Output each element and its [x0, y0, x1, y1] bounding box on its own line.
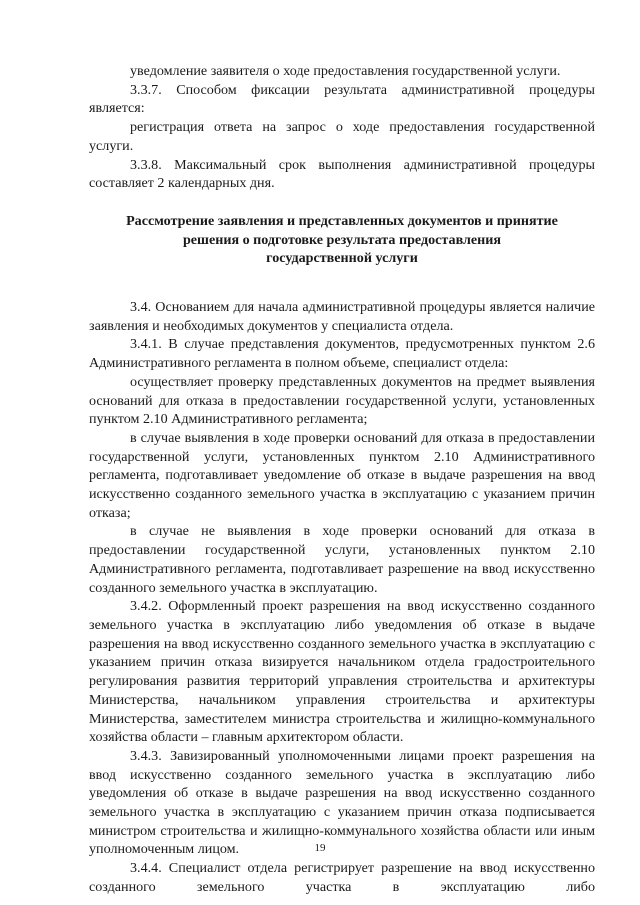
section-heading — [89, 212, 595, 268]
paragraph-3-4-2: 3.4.2. Оформленный проект разрешения на ввод искусственно созданного земельного участка в эксплуатацию либо уведомления об отказе в выдаче разрешения на ввод искусственно созданного земельного участка в эксплуатацию с указанием причин отказа визируется начальником отдела градостроительного регулирования развития территорий управления строительства и архитектуры Министерства, начальником управления строительства и архитектуры Министерства, заместителем министра строительства и жилищно-коммунального хозяйства области – главным архитектором области. — [89, 598, 595, 746]
paragraph-approval-case: в случае не выявления в ходе проверки оснований для отказа в предоставлении государственной услуги, установленных пунктом 2.10 Административного регламента, подготавливает разрешение на ввод искусственно созданного земельного участка в эксплуатацию. — [89, 523, 595, 596]
paragraph-3-4-4: 3.4.4. Специалист отдела регистрирует разрешение на ввод искусственно созданного земельного участка в эксплуатацию либо — [89, 860, 595, 895]
page-number: 19 — [314, 842, 326, 854]
section-heading-line-2: решения о подготовке результата предоставления — [182, 231, 502, 248]
paragraph-3-3-8: 3.3.8. Максимальный срок выполнения административной процедуры составляет 2 календарных дня. — [89, 156, 595, 192]
paragraph-notification: уведомление заявителя о ходе предоставления государственной услуги. — [130, 63, 561, 79]
paragraph-registration: регистрация ответа на запрос о ходе предоставления государственной услуги. — [89, 119, 595, 154]
paragraph-3-4: 3.4. Основанием для начала административной процедуры является наличие заявления и необходимых документов у специалиста отдела. — [89, 299, 595, 334]
section-heading-line-3: государственной услуги — [266, 250, 418, 267]
section-heading-line-1: Рассмотрение заявления и представленных документов и принятие — [126, 212, 558, 229]
paragraph-check-documents: осуществляет проверку представленных документов на предмет выявления оснований для отказа в предоставлении государственной услуги, установленных пунктом 2.10 Административного регламента; — [89, 373, 595, 428]
document-page — [89, 62, 595, 897]
paragraph-3-4-1: 3.4.1. В случае представления документов, предусмотренных пунктом 2.6 Административного регламента в полном объеме, специалист отдела: — [89, 336, 595, 372]
paragraph-3-3-7: 3.3.7. Способом фиксации результата административной процедуры является: — [89, 81, 595, 117]
paragraph-refusal-case: в случае выявления в ходе проверки оснований для отказа в предоставлении государственной услуги, установленных пунктом 2.10 Административного регламента, подготавливает уведомление об отказе в выдаче разрешения на ввод искусственно созданного земельного участка в эксплуатацию с указанием причин отказа; — [89, 429, 595, 521]
paragraph-3-4-3: 3.4.3. Завизированный уполномоченными лицами проект разрешения на ввод искусственно созданного земельного участка в эксплуатацию либо уведомления об отказе в выдаче разрешения на ввод искусственно созданного земельного участка в эксплуатацию с указанием причин отказа подписывается министром строительства и жилищно-коммунального хозяйства области или иным уполномоченным лицом. — [89, 747, 595, 858]
